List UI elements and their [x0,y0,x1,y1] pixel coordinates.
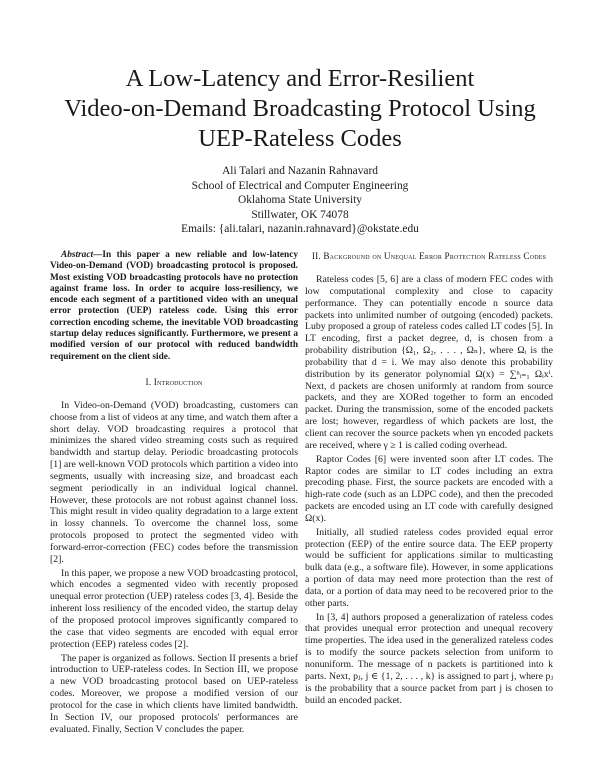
background-paragraph: Rateless codes [5, 6] are a class of modern FEC codes with low computational complexity and close to capacity performance. They can potentially encode n source data packets into unlimited number of outgoing (encoded) packets. Luby proposed a group of rateless codes called LT codes [5]. In LT encoding, first a packet degree, d, is chosen from a probability distribution {Ω₁, Ω₂, . . . , Ωₙ}, where Ωᵢ is the probability that d = i. We may also denote this probability distribution by its generator polynomial Ω(x) = ∑ⁿᵢ₌₁ Ωᵢxⁱ. Next, d packets are chosen uniformly at random from source packets, and they are XORed together to form an encoded packet. During the transmission, some of the encoded packets are lost; however, regardless of which packets are lost, the client can recover the source packets when γn encoded packets are received, where γ ≥ 1 is called coding overhead. [305,274,554,451]
abstract-lead: Abstract [61,250,94,260]
author-university: Oklahoma State University [237,194,362,207]
abstract-text: —In this paper a new reliable and low-latency Video-on-Demand (VOD) broadcasting protocol is proposed. Most existing VOD broadcasting protocols have no protection against frame loss. In order to acquire loss-resiliency, we encode each segment of a partitioned video with an unequal error protection (UEP) rateless code. Using this error correction encoding scheme, the inevitable VOD broadcasting startup delay reduces significantly. Furthermore, we present a modified version of our protocol with reduced bandwidth requirement on the client side. [50,250,298,362]
author-city: Stillwater, OK 74078 [251,208,349,221]
title-line-3: UEP-Rateless Codes [198,125,402,152]
abstract [50,250,298,363]
background-paragraph: Raptor Codes [6] were invented soon after LT codes. The Raptor codes are similar to LT codes including an extra precoding phase. First, the source packets are encoded with a high-rate code (such as an LDPC code), and then the precoded packets are encoded using an LT code with carefully designed Ω(x). [305,453,553,524]
section-heading-background: II. Background on Unequal Error Protection Rateless Codes [311,251,547,261]
title-line-2: Video-on-Demand Broadcasting Protocol Using [64,95,536,122]
right-column [305,250,553,706]
author-block [100,164,500,237]
title-line-1: A Low-Latency and Error-Resilient [125,65,475,92]
intro-paragraph: The paper is organized as follows. Section II presents a brief introduction to UEP-rateless codes. In Section III, we propose a new VOD broadcasting protocol based on UEP-rateless codes. Moreover, we propose a modified version of our protocol for the case in which clients have limited bandwidth. In Section IV, our proposed protocols' performances are evaluated. Finally, Section V concludes the paper. [50,652,298,735]
author-department: School of Electrical and Computer Engineering [191,179,409,192]
background-paragraph: Initially, all studied rateless codes provided equal error protection (EEP) of the entire source data. The EEP property would be sufficient for applications similar to multicasting bulk data (e.g., a software file). However, in some applications a portion of data may need more protection than the rest of data, or a portion of data may need to be recovered prior to the other parts. [305,526,553,609]
intro-paragraph: In this paper, we propose a new VOD broadcasting protocol, which encodes a segmented video with recently proposed unequal error protection (UEP) rateless codes [3, 4]. Beside the inherent loss resiliency of the encoded video, the startup delay of the proposed protocol improves significantly compared to the case that video segments are encoded with equal error protection (EEP) rateless codes [2]. [50,567,298,650]
author-emails: Emails: {ali.talari, nazanin.rahnavard}@okstate.edu [181,223,419,236]
background-paragraph: In [3, 4] authors proposed a generalization of rateless codes that provides unequal error protection and unequal recovery time properties. The idea used in the generalized rateless codes is to modify the source packets selection from uniform to nonuniform. The message of n packets is partitioned into k parts. Next, pⱼ, j ∈ {1, 2, . . . , k} is assigned to part j, where pⱼ is the probability that a source packet from part j is chosen to build an encoded packet. [305,611,553,706]
paper-title [40,64,560,154]
section-heading-introduction: I. Introduction [145,376,203,387]
intro-paragraph: In Video-on-Demand (VOD) broadcasting, customers can choose from a list of videos at any time, and watch them after a short delay. VOD broadcasting requires a protocol that minimizes the shared video streaming costs such as required bandwidth and startup delay. Periodic broadcasting protocols [1] are well-known VOD protocols which partition a video into segments, usually with increasing size, and broadcast each segment periodically in an individual logical channel. However, these protocols are not robust against channel loss. This might result in video quality degradation to a large extent in lossy channels. To overcome the channel loss, some protocols proposed to protect the segmented video with forward-error-correction (FEC) codes before the transmission [2]. [50,399,298,565]
left-column [50,250,298,735]
author-names: Ali Talari and Nazanin Rahnavard [222,165,378,177]
